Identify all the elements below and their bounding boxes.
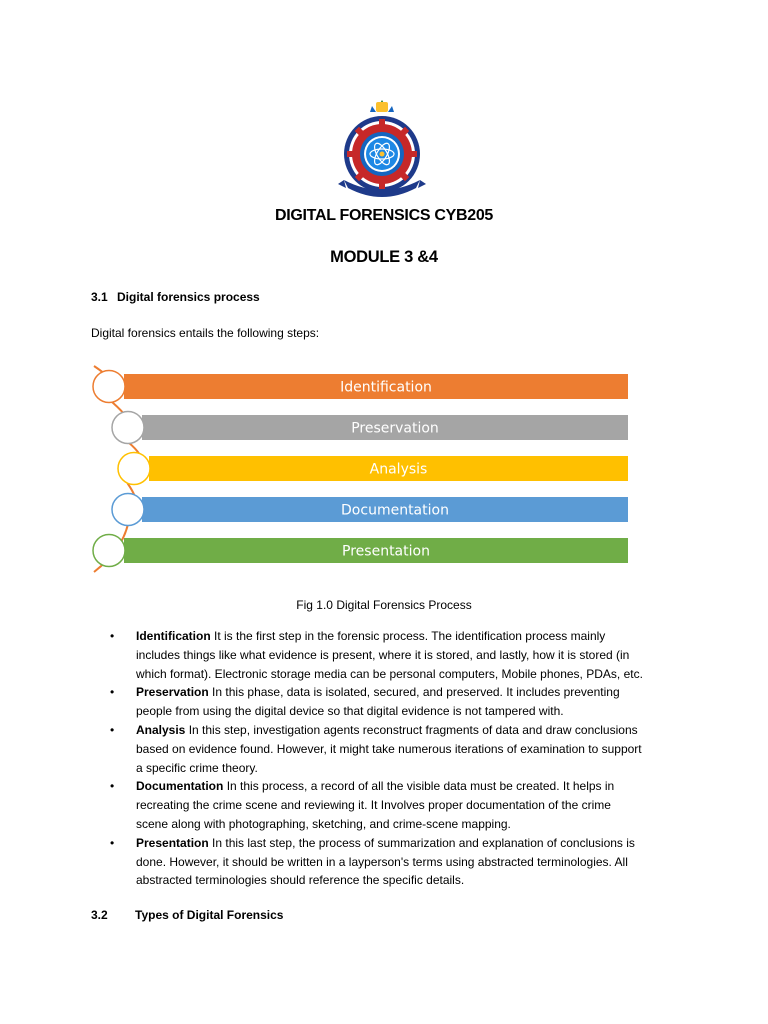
bullet-text: scene along with photographing, sketching, and crime-scene mapping.: [136, 816, 511, 831]
figure-caption: Fig 1.0 Digital Forensics Process: [296, 598, 472, 612]
bullet-line: [136, 871, 688, 890]
bullet-text: which format). Electronic storage media can be personal computers, Mobile phones, PDAs, etc.: [136, 666, 643, 681]
bullet-text: In this last step, the process of summarization and explanation of conclusions is: [212, 835, 635, 850]
bullet-line: [136, 834, 688, 853]
bullet-dot-icon: •: [110, 685, 115, 700]
institute-logo: [336, 96, 428, 200]
section-title: Digital forensics process: [117, 290, 260, 304]
bullet-text: abstracted terminologies should reference the specific details.: [136, 873, 465, 888]
bullet-text: In this step, investigation agents reconstruct fragments of data and draw conclusions: [188, 722, 638, 737]
bullet-item-identification: [108, 627, 688, 683]
bullet-line: [136, 815, 688, 834]
bullet-line: [136, 740, 688, 759]
bullet-term: Preservation: [136, 685, 209, 700]
bullet-dot-icon: •: [110, 722, 115, 737]
step-label-presentation: Presentation: [342, 543, 430, 560]
bullet-item-preservation: [108, 683, 688, 721]
section-heading-3-1: [91, 290, 260, 304]
bullet-item-analysis: [108, 721, 688, 777]
bullet-text: people from using the digital device so that digital evidence is not tampered with.: [136, 704, 564, 719]
section-heading-3-2: [91, 908, 283, 922]
step-label-documentation: Documentation: [341, 502, 449, 519]
bullet-list: [108, 627, 688, 890]
intro-paragraph: Digital forensics entails the following steps:: [91, 326, 320, 340]
bullet-text: recreating the crime scene and reviewing it. It Involves proper documentation of the crime: [136, 798, 611, 813]
bullet-line: [136, 665, 688, 684]
step-label-preservation: Preservation: [351, 420, 439, 437]
bullet-term: Presentation: [136, 835, 209, 850]
crest-emblem-icon: [336, 96, 428, 200]
bullet-line: [136, 683, 688, 702]
process-diagram: [84, 360, 644, 582]
bullet-text: In this phase, data is isolated, secured, and preserved. It includes preventing: [212, 685, 620, 700]
step-marker-analysis: [118, 453, 150, 485]
document-subtitle: MODULE 3 &4: [330, 248, 438, 266]
step-marker-documentation: [112, 494, 144, 526]
bullet-line: [136, 853, 688, 872]
bullet-term: Documentation: [136, 779, 224, 794]
section-title: Types of Digital Forensics: [135, 908, 284, 922]
step-marker-identification: [93, 371, 125, 403]
bullet-text: based on evidence found. However, it might take numerous iterations of examination to support: [136, 741, 642, 756]
bullet-term: Analysis: [136, 722, 186, 737]
section-number: 3.1: [91, 290, 108, 304]
bullet-line: [136, 721, 688, 740]
bullet-text: In this process, a record of all the visible data must be created. It helps in: [226, 779, 615, 794]
bullet-line: [136, 796, 688, 815]
bullet-text: a specific crime theory.: [136, 760, 258, 775]
bullet-dot-icon: •: [110, 629, 115, 643]
document-title: DIGITAL FORENSICS CYB205: [274, 207, 494, 224]
bullet-line: [136, 702, 688, 721]
bullet-line: [136, 627, 688, 646]
bullet-text: done. However, it should be written in a layperson's terms using abstracted terminologies. All: [136, 854, 628, 869]
step-marker-preservation: [112, 412, 144, 444]
process-diagram-svg: [84, 360, 644, 582]
bullet-text: It is the first step in the forensic process. The identification process mainly: [214, 629, 606, 643]
bullet-line: [136, 777, 688, 796]
step-label-identification: Identification: [340, 379, 432, 396]
step-label-analysis: Analysis: [369, 461, 428, 478]
bullet-text: includes things like what evidence is present, where it is stored, and lastly, how it is stored (in: [136, 647, 630, 662]
bullet-item-documentation: [108, 777, 688, 833]
bullet-dot-icon: •: [110, 779, 115, 794]
bullet-line: [136, 759, 688, 778]
bullet-dot-icon: •: [110, 835, 115, 850]
bullet-term: Identification: [136, 629, 211, 643]
section-number: 3.2: [91, 908, 108, 922]
step-marker-presentation: [93, 535, 125, 567]
bullet-line: [136, 646, 688, 665]
bullet-item-presentation: [108, 834, 688, 890]
